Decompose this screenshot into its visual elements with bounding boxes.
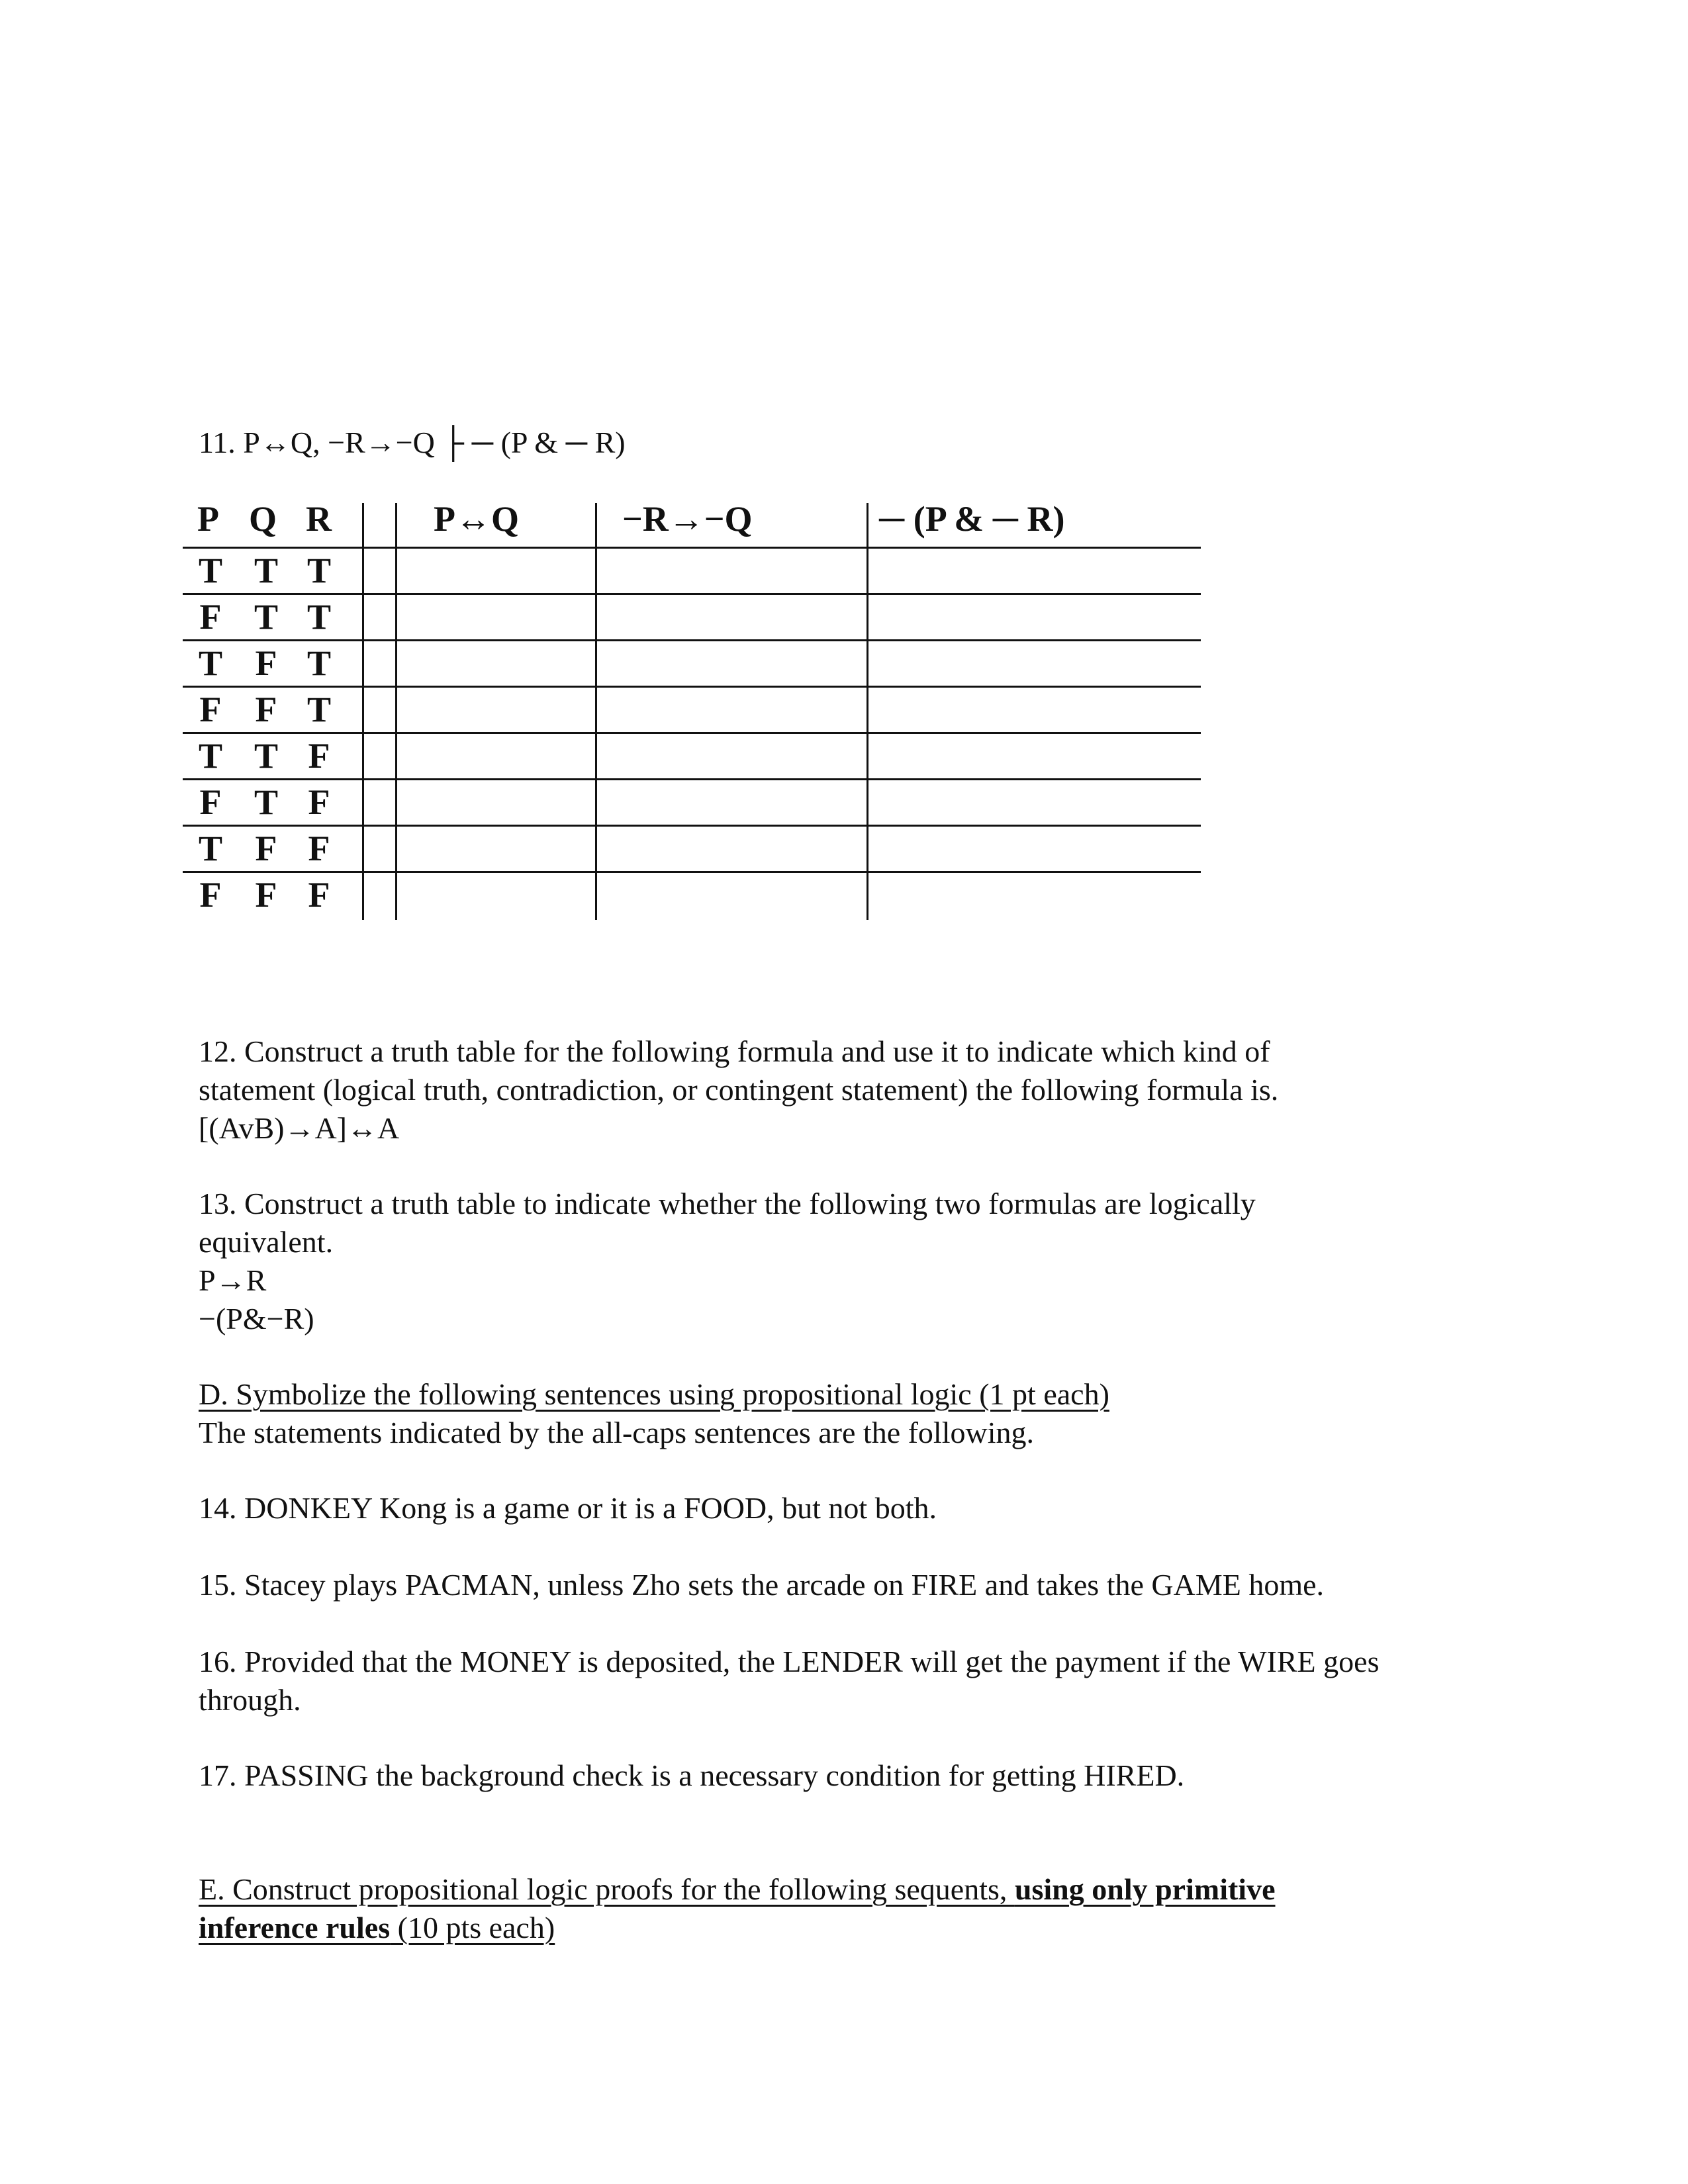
table-vline [362,503,364,920]
table-hline [183,778,1201,780]
table-cell: T [198,736,223,776]
q12-line2: statement (logical truth, contradiction, or contingent statement) the following formula is. [199,1073,1279,1107]
table-cell: T [254,597,279,637]
q16-line2: through. [199,1683,301,1717]
q12-line1: 12. Construct a truth table for the following formula and use it to indicate which kind of [199,1034,1270,1068]
table-cell: F [308,829,330,868]
table-hline [183,639,1201,641]
table-cell: F [308,736,330,776]
q14: 14. DONKEY Kong is a game or it is a FOOD, but not both. [199,1491,937,1525]
section-e-heading-bold: inference rules [199,1911,391,1944]
table-hline [183,871,1201,873]
table-vline [867,503,868,920]
table-hline [183,686,1201,688]
q11-title: 11. P↔Q, −R→−Q ├ ─ (P & ─ R) [199,426,626,459]
table-cell: T [254,736,279,776]
table-cell: F [199,782,222,822]
table-hline [183,547,1201,549]
header-formula-3: ─ (P & ─ R) [879,499,1065,539]
section-e-heading-text: (10 pts each) [390,1911,555,1944]
section-d-heading: D. Symbolize the following sentences using propositional logic (1 pt each) [199,1377,1109,1411]
table-cell: F [255,829,277,868]
q13-line2: equivalent. [199,1225,334,1259]
table-cell: T [306,690,332,729]
q13-line1: 13. Construct a truth table to indicate whether the following two formulas are logically [199,1187,1256,1220]
section-e-heading-text: E. Construct propositional logic proofs for the following sequents, [199,1872,1015,1906]
table-cell: F [308,782,330,822]
table-cell: T [198,551,223,590]
table-hline [183,732,1201,734]
table-cell: F [255,875,277,915]
header-formula-2: −R→−Q [622,499,753,539]
table-cell: T [254,782,279,822]
table-cell: F [199,597,222,637]
q15: 15. Stacey plays PACMAN, unless Zho sets the arcade on FIRE and takes the GAME home. [199,1568,1325,1602]
table-cell: T [198,829,223,868]
table-hline [183,825,1201,827]
table-cell: F [308,875,330,915]
table-cell: F [255,690,277,729]
q13-formula1: P→R [199,1263,267,1297]
table-hline [183,593,1201,595]
header-q: Q [249,499,277,539]
section-e-heading-line2 [199,1909,555,1947]
header-formula-1: P↔Q [434,499,519,539]
section-d-intro: The statements indicated by the all-caps sentences are the following. [199,1416,1034,1449]
table-cell: F [199,875,222,915]
table-vline [595,503,597,920]
table-cell: T [198,643,223,683]
table-cell: T [306,551,332,590]
table-cell: T [306,597,332,637]
q16-line1: 16. Provided that the MONEY is deposited, the LENDER will get the payment if the WIRE goes [199,1645,1380,1678]
table-vline [395,503,397,920]
q12-formula: [(AvB)→A]↔A [199,1111,400,1145]
section-e-heading-line1 [199,1870,1276,1909]
table-cell: T [254,551,279,590]
header-p: P [197,499,219,539]
table-cell: F [255,643,277,683]
header-r: R [306,499,332,539]
table-cell: T [306,643,332,683]
q17: 17. PASSING the background check is a necessary condition for getting HIRED. [199,1758,1185,1792]
section-e-heading-bold: using only primitive [1014,1872,1276,1906]
table-cell: F [199,690,222,729]
q13-formula2: −(P&−R) [199,1302,314,1336]
